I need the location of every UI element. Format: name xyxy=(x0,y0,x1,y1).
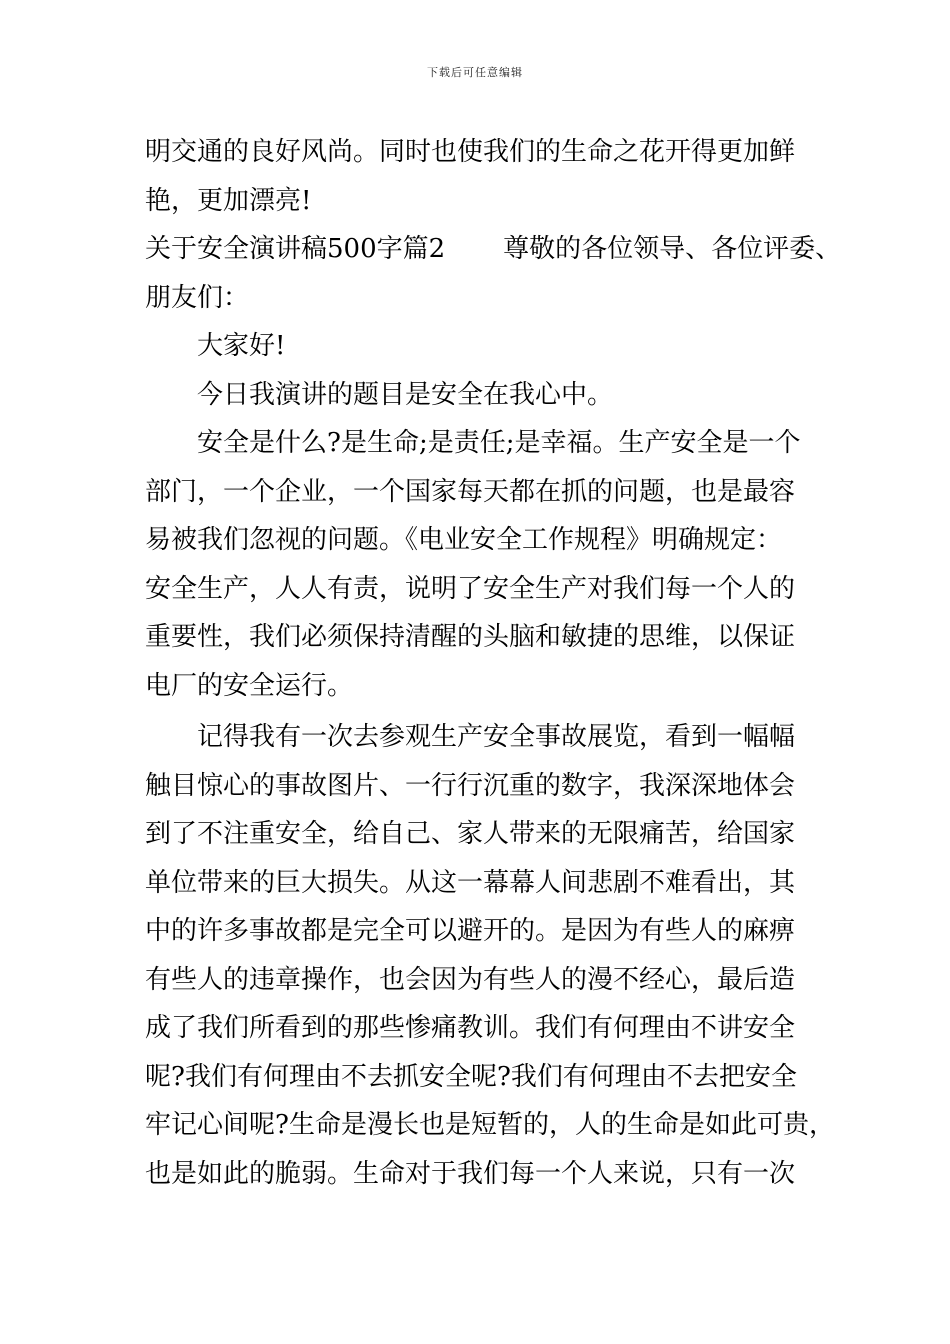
text-line: 记得我有一次去参观生产安全事故展览，看到一幅幅 xyxy=(197,722,796,752)
section-title: 关于安全演讲稿500字篇2 xyxy=(145,234,446,264)
text-line: 重要性，我们必须保持清醒的头脑和敏捷的思维，以保证 xyxy=(145,622,796,652)
text-line: 有些人的违章操作，也会因为有些人的漫不经心，最后造 xyxy=(145,964,796,995)
page-header-note: 下载后可任意编辑 xyxy=(427,66,523,79)
section-heading-line xyxy=(145,225,842,274)
text-line: 今日我演讲的题目是安全在我心中。 xyxy=(197,379,614,410)
text-line: 电厂的安全运行。 xyxy=(145,670,354,701)
text-line: 成了我们所看到的那些惨痛教训。我们有何理由不讲安全 xyxy=(145,1013,796,1043)
document-body xyxy=(145,128,842,1198)
text-line: 也是如此的脆弱。生命对于我们每一个人来说，只有一次 xyxy=(145,1158,796,1189)
text-line: 牢记心间呢?生命是漫长也是短暂的，人的生命是如此可贵， xyxy=(145,1110,835,1140)
text-line: 呢?我们有何理由不去抓安全呢?我们有何理由不去把安全 xyxy=(145,1061,797,1092)
text-line: 大家好! xyxy=(197,331,286,361)
text-line: 艳，更加漂亮! xyxy=(145,185,312,216)
text-line: 安全生产，人人有责，说明了安全生产对我们每一个人的 xyxy=(145,573,796,604)
text-line: 触目惊心的事故图片、一行行沉重的数字，我深深地体会 xyxy=(145,770,796,801)
text-line: 部门，一个企业，一个国家每天都在抓的问题，也是最容 xyxy=(145,476,796,507)
text-line: 中的许多事故都是完全可以避开的。是因为有些人的麻痹 xyxy=(145,916,796,946)
text-line: 易被我们忽视的问题。《电业安全工作规程》明确规定： xyxy=(145,525,783,555)
salutation-start: 尊敬的各位领导、各位评委、 xyxy=(503,234,842,264)
text-line: 明交通的良好风尚。同时也使我们的生命之花开得更加鲜 xyxy=(145,137,796,167)
text-line: 朋友们： xyxy=(145,282,250,313)
text-line: 单位带来的巨大损失。从这一幕幕人间悲剧不难看出，其 xyxy=(145,867,796,898)
text-line: 到了不注重安全，给自己、家人带来的无限痛苦，给国家 xyxy=(145,819,796,849)
text-line: 安全是什么?是生命;是责任;是幸福。生产安全是一个 xyxy=(197,428,801,458)
